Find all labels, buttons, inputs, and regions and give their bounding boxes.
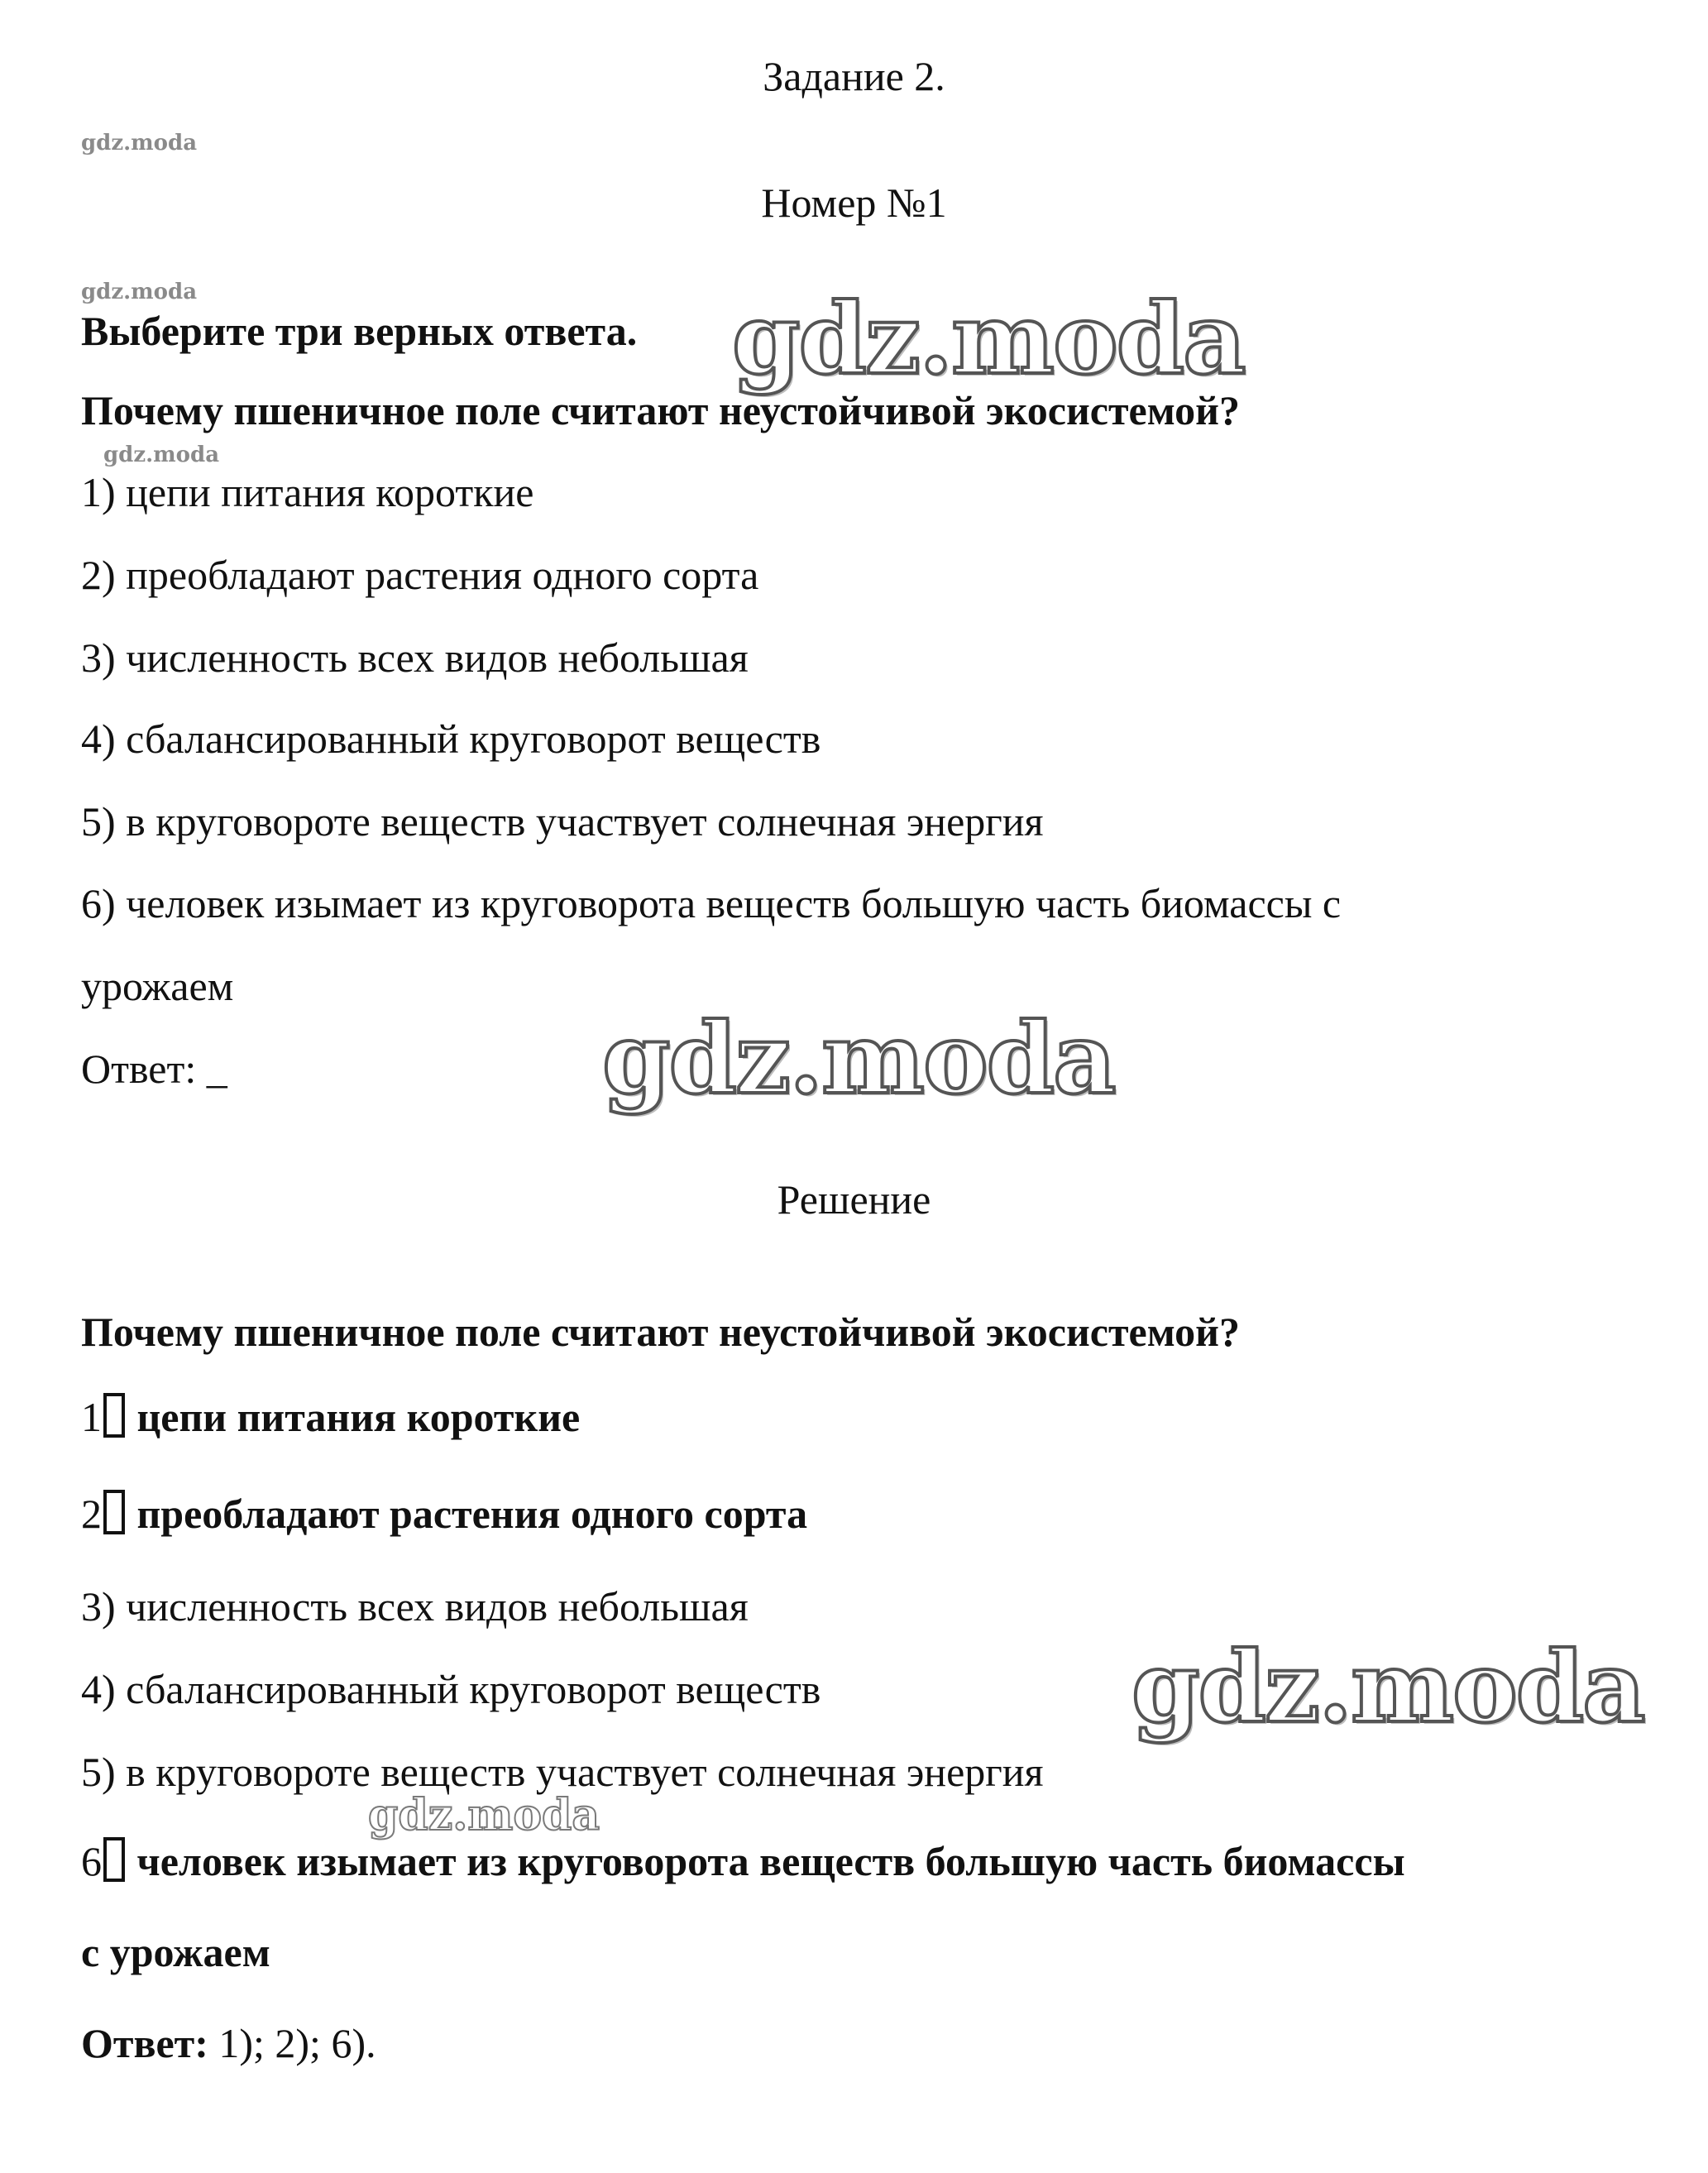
watermark-small: gdz.moda [81, 131, 198, 156]
task-number: Номер №1 [761, 179, 947, 226]
option-2: 2) преобладают растения одного сорта [81, 552, 759, 598]
solution-option-6 [81, 1836, 1405, 1886]
solution-option-1 [81, 1392, 580, 1442]
solution-heading: Решение [777, 1176, 931, 1223]
option-text: преобладают растения одного сорта [136, 1491, 808, 1537]
task-title: Задание 2. [763, 53, 945, 99]
selected-marker [103, 1490, 125, 1534]
option-number: 2 [81, 1491, 102, 1537]
selected-marker [103, 1837, 125, 1882]
solution-question: Почему пшеничное поле считают неустойчивой экосистемой? [81, 1309, 1240, 1355]
question-text: Почему пшеничное поле считают неустойчивой экосистемой? [81, 387, 1240, 433]
option-number: 1 [81, 1394, 102, 1440]
watermark-medium: gdz.moda [368, 1790, 600, 1840]
option-4: 4) сбалансированный круговорот веществ [81, 716, 821, 762]
solution-option-5: 5) в круговороте веществ участвует солнечная энергия [81, 1749, 1044, 1795]
watermark-small: gdz.moda [103, 443, 220, 467]
option-5: 5) в круговороте веществ участвует солнечная энергия [81, 798, 1044, 845]
option-1: 1) цепи питания короткие [81, 469, 534, 515]
answer-value: 1); 2); 6). [218, 2020, 376, 2066]
watermark-large: gdz.moda [732, 281, 1245, 396]
solution-answer [81, 2018, 376, 2068]
watermark-large: gdz.moda [1131, 1630, 1644, 1745]
solution-option-4: 4) сбалансированный круговорот веществ [81, 1666, 821, 1712]
option-6-line1: 6) человек изымает из круговорота веществ большую часть биомассы с [81, 880, 1342, 926]
solution-option-2 [81, 1489, 807, 1539]
option-6-line2: урожаем [81, 963, 234, 1009]
solution-option-3: 3) численность всех видов небольшая [81, 1583, 749, 1630]
selected-marker [103, 1393, 125, 1438]
answer-label: Ответ: [81, 2020, 208, 2066]
option-3: 3) численность всех видов небольшая [81, 634, 749, 681]
watermark-large: gdz.moda [602, 1001, 1115, 1116]
solution-option-6-line2: с урожаем [81, 1929, 270, 1975]
answer-blank: Ответ: _ [81, 1046, 227, 1092]
question-instruction: Выберите три верных ответа. [81, 308, 638, 354]
option-text: человек изымает из круговорота веществ большую часть биомассы [136, 1838, 1405, 1884]
watermark-small: gdz.moda [81, 280, 198, 304]
option-number: 6 [81, 1838, 102, 1884]
option-text: цепи питания короткие [136, 1394, 581, 1440]
